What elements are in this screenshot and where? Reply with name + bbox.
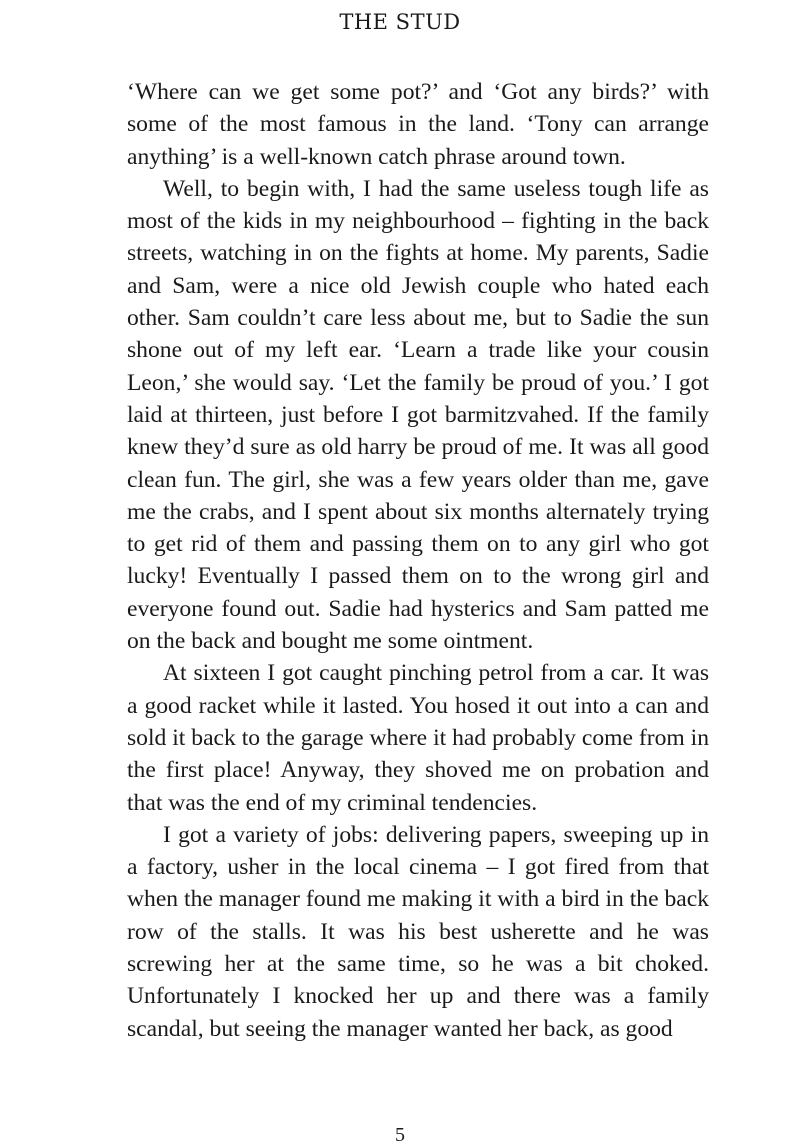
running-head: THE STUD [339,10,461,34]
body-text [127,76,709,1045]
paragraph-continued: ‘Where can we get some pot?’ and ‘Got any birds?’ with some of the most famous in the land. ‘Tony can arrange anything’ is a well-known catch phrase around town. [127,79,709,170]
paragraph: I got a variety of jobs: delivering papers, sweeping up in a factory, usher in the local cinema – I got fired from that when the manager found me making it with a bird in the back row of the stalls. It was his best usherette and he was screwing her at the same time, so he was a bit choked. Unfortunately I knocked her up and there was a family scandal, but seeing the manager wanted her back, as good [127,821,709,1042]
paragraph: At sixteen I got caught pinching petrol from a car. It was a good racket while it lasted. You hosed it out into a can and sold it back to the garage where it had probably come from in the first place! Anyway, they shoved me on probation and that was the end of my criminal tendencies. [127,660,709,816]
page-number: 5 [395,1124,405,1146]
paragraph: Well, to begin with, I had the same useless tough life as most of the kids in my neighbourhood – fighting in the back streets, watching in on the fights at home. My parents, Sadie and Sam, were a nice old Jewish couple who hated each other. Sam couldn’t care less about me, but to Sadie the sun shone out of my left ear. ‘Learn a trade like your cousin Leon,’ she would say. ‘Let the family be proud of you.’ I got laid at thirteen, just before I got barmitzvahed. If the family knew they’d sure as old harry be proud of me. It was all good clean fun. The girl, she was a few years older than me, gave me the crabs, and I spent about six months alternately trying to get rid of them and passing them on to any girl who got lucky! Eventually I passed them on to the wrong girl and everyone found out. Sadie had hysterics and Sam patted me on the back and bought me some ointment. [127,175,709,655]
